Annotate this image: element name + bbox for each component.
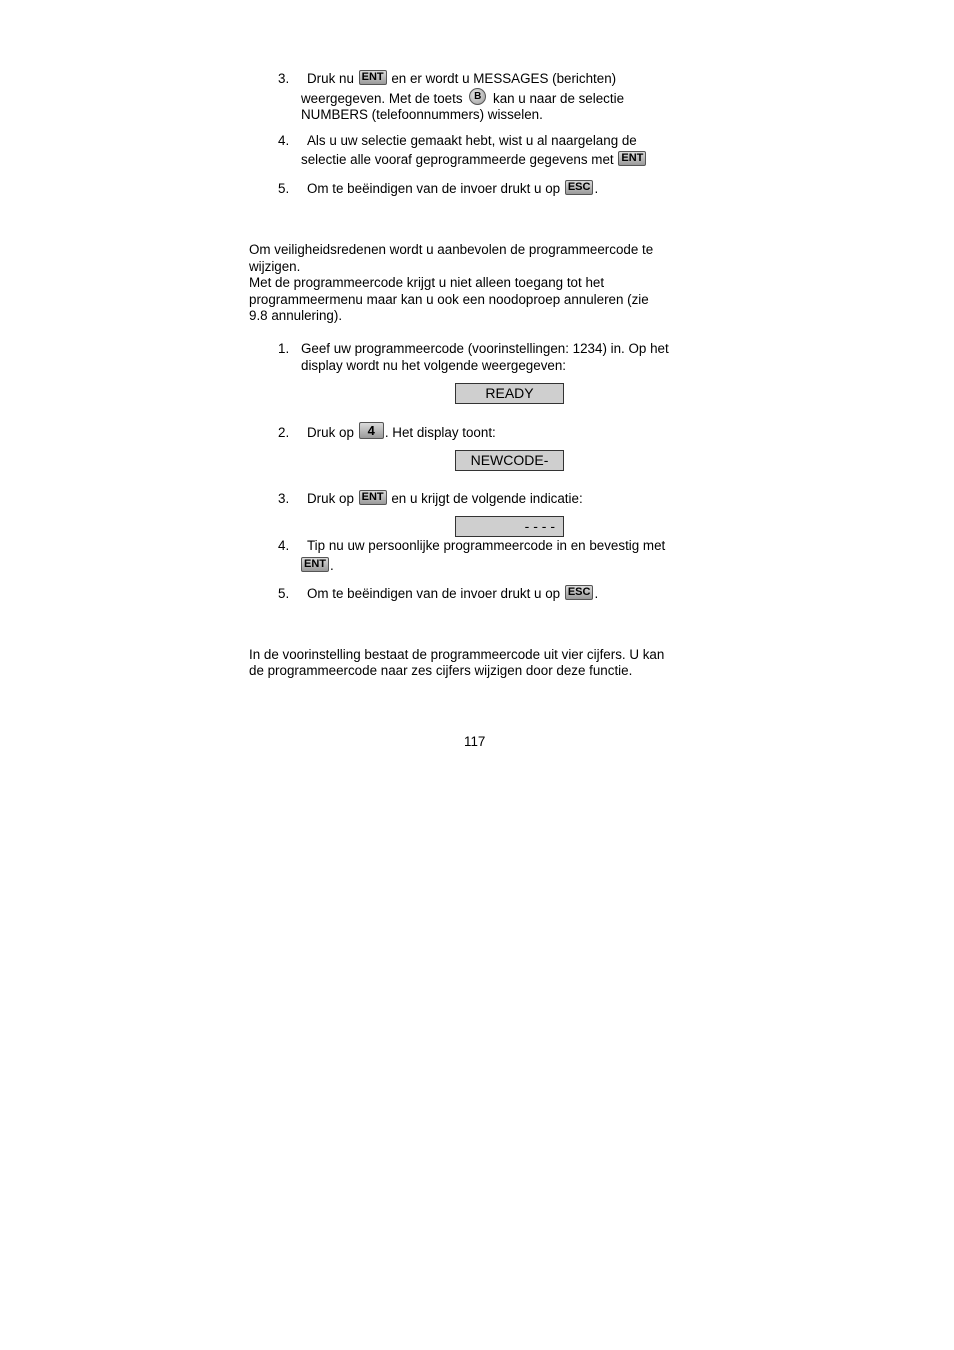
step-3a-line-3: NUMBERS (telefoonnummers) wisselen. [301, 107, 543, 122]
display-ready: READY [455, 383, 564, 404]
step-4a-line-2: selectie alle vooraf geprogrammeerde gegevens met ENT [301, 151, 647, 169]
step-4b-line-1: Tip nu uw persoonlijke programmeercode in en bevestig met [307, 538, 666, 553]
ent-key-icon: ENT [301, 557, 329, 572]
paragraph-line: de programmeercode naar zes cijfers wijzigen door deze functie. [249, 663, 633, 678]
list-number: 5. [278, 181, 290, 196]
list-number: 3. [278, 491, 290, 506]
ent-key-icon: ENT [359, 70, 387, 85]
esc-key-icon: ESC [565, 585, 594, 600]
step-2b-line: Druk op 4 . Het display toont: [307, 423, 496, 440]
list-number: 3. [278, 71, 290, 86]
ent-key-icon: ENT [618, 151, 646, 166]
esc-key-icon: ESC [565, 180, 594, 195]
step-5b-line: Om te beëindigen van de invoer drukt u op ESC . [307, 586, 599, 601]
step-5a-line: Om te beëindigen van de invoer drukt u op ESC . [307, 181, 599, 196]
step-4b-line-2: ENT . [301, 557, 334, 575]
paragraph-line: wijzigen. [249, 259, 301, 274]
b-key-icon: B [469, 88, 486, 105]
page-number: 117 [464, 734, 486, 749]
step-1b-line-1: Geef uw programmeercode (voorinstellingen: 1234) in. Op het [301, 341, 669, 356]
list-number: 1. [278, 341, 290, 356]
display-newcode: NEWCODE- [455, 450, 564, 471]
paragraph-line: programmeermenu maar kan u ook een noodoproep annuleren (zie [249, 292, 649, 307]
step-3b-line: Druk op ENT en u krijgt de volgende indicatie: [307, 491, 583, 506]
paragraph-line: 9.8 annulering). [249, 308, 343, 323]
list-number: 5. [278, 586, 290, 601]
four-key-icon: 4 [359, 422, 384, 439]
ent-key-icon: ENT [359, 490, 387, 505]
step-3a-line-2: weergegeven. Met de toets B kan u naar de selectie [301, 90, 624, 109]
step-1b-line-2: display wordt nu het volgende weergegeven: [301, 358, 567, 373]
paragraph-line: In de voorinstelling bestaat de programmeercode uit vier cijfers. U kan [249, 647, 665, 662]
list-number: 4. [278, 538, 290, 553]
paragraph-line: Om veiligheidsredenen wordt u aanbevolen de programmeercode te [249, 242, 654, 257]
list-number: 2. [278, 425, 290, 440]
list-number: 4. [278, 133, 290, 148]
step-4a-line-1: Als u uw selectie gemaakt hebt, wist u al naargelang de [307, 133, 637, 148]
paragraph-line: Met de programmeercode krijgt u niet alleen toegang tot het [249, 275, 605, 290]
step-3a-line-1: Druk nu ENT en er wordt u MESSAGES (berichten) [307, 71, 617, 86]
display-code-dashes: - - - - [455, 516, 564, 537]
